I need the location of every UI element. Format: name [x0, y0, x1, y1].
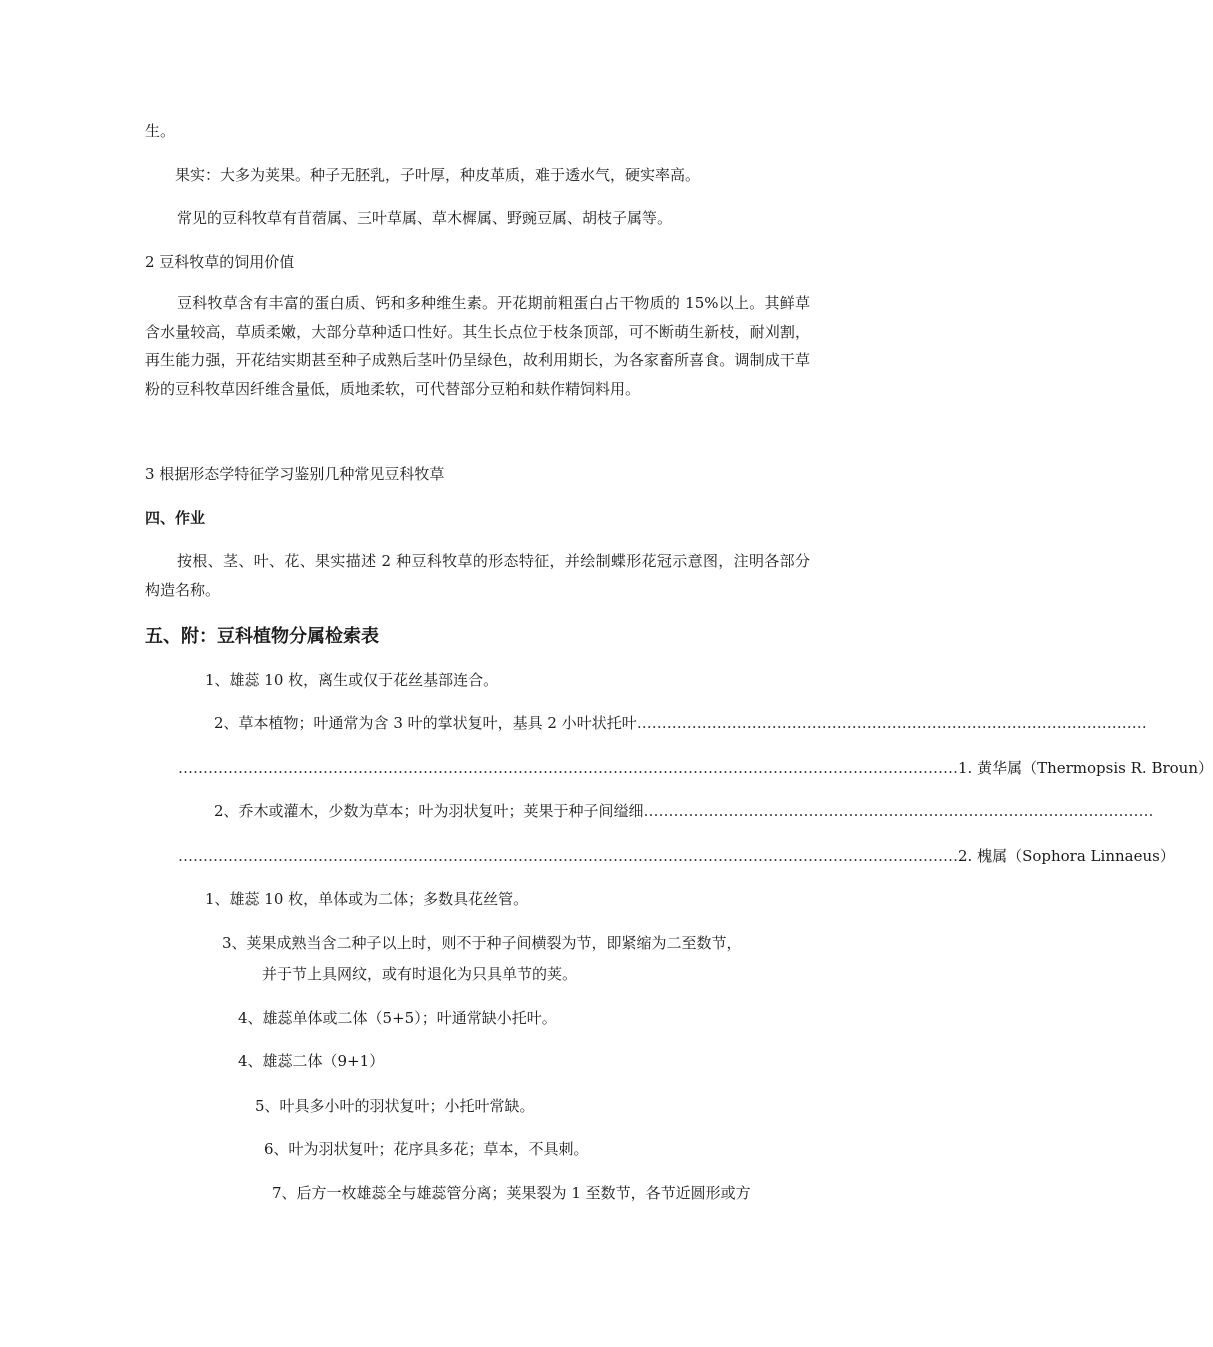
key-item: 5、叶具多小叶的羽状复叶；小托叶常缺。	[255, 1097, 535, 1115]
key-item-text: 2、草本植物；叶通常为含 3 叶的掌状复叶，基具 2 小叶状托叶	[214, 714, 637, 732]
leader-dots: …………………………………………………………………………………………	[636, 714, 1147, 732]
paragraph-feed-value: 豆科牧草含有丰富的蛋白质、钙和多种维生素。开花期前粗蛋白占干物质的 15%以上。其鲜草含水量较高，草质柔嫩，大部分草种适口性好。其生长点位于枝条顶部，可不断萌生新枝，耐刈割，再生能力强，开花结实期甚至种子成熟后茎叶仍呈绿色，故利用期长，为各家畜所喜食。调制成干草粉的豆科牧草因纤维含量低，质地柔软，可代替部分豆粕和麸作精饲料用。	[145, 294, 810, 398]
key-item: 1、雄蕊 10 枚，单体或为二体；多数具花丝管。	[205, 890, 529, 908]
key-item	[214, 713, 1147, 733]
key-item: 4、雄蕊二体（9+1）	[238, 1052, 385, 1070]
leader-dots: …………………………………………………………………………………………………………………………………………	[178, 847, 958, 865]
key-item: 6、叶为羽状复叶；花序具多花；草本，不具刺。	[264, 1140, 589, 1158]
paragraph-homework: 按根、茎、叶、花、果实描述 2 种豆科牧草的形态特征，并绘制蝶形花冠示意图，注明各部分构造名称。	[145, 552, 810, 599]
key-result-text: 1. 黄华属（Thermopsis R. Broun）	[958, 759, 1213, 777]
section-heading-2: 2 豆科牧草的饲用价值	[145, 253, 295, 271]
key-item: 7、后方一枚雄蕊全与雄蕊管分离；荚果裂为 1 至数节，各节近圆形或方	[272, 1184, 751, 1202]
leader-dots: …………………………………………………………………………………………………………………………………………	[178, 759, 958, 777]
key-result	[178, 846, 1175, 866]
section-heading-3: 3 根据形态学特征学习鉴别几种常见豆科牧草	[145, 465, 445, 483]
key-item-continuation: 并于节上具网纹，或有时退化为只具单节的荚。	[262, 965, 578, 983]
leader-dots: …………………………………………………………………………………………	[643, 802, 1154, 820]
text-line: 常见的豆科牧草有苜蓿属、三叶草属、草木樨属、野豌豆属、胡枝子属等。	[177, 209, 673, 227]
key-result	[178, 758, 1213, 778]
text-line: 生。	[145, 122, 176, 140]
heading-homework: 四、作业	[145, 509, 206, 527]
key-item-text: 2、乔木或灌木，少数为草本；叶为羽状复叶；荚果于种子间缢细	[214, 802, 644, 820]
text-line: 果实：大多为荚果。种子无胚乳，子叶厚，种皮革质，难于透水气，硬实率高。	[175, 166, 701, 184]
key-item: 4、雄蕊单体或二体（5+5）；叶通常缺小托叶。	[238, 1009, 557, 1027]
key-item: 3、荚果成熟当含二种子以上时，则不于种子间横裂为节，即紧缩为二至数节，	[222, 934, 742, 952]
key-item	[214, 801, 1154, 821]
heading-appendix: 五、附：豆科植物分属检索表	[145, 626, 379, 647]
key-item: 1、雄蕊 10 枚，离生或仅于花丝基部连合。	[205, 671, 499, 689]
key-result-text: 2. 槐属（Sophora Linnaeus）	[958, 847, 1175, 865]
